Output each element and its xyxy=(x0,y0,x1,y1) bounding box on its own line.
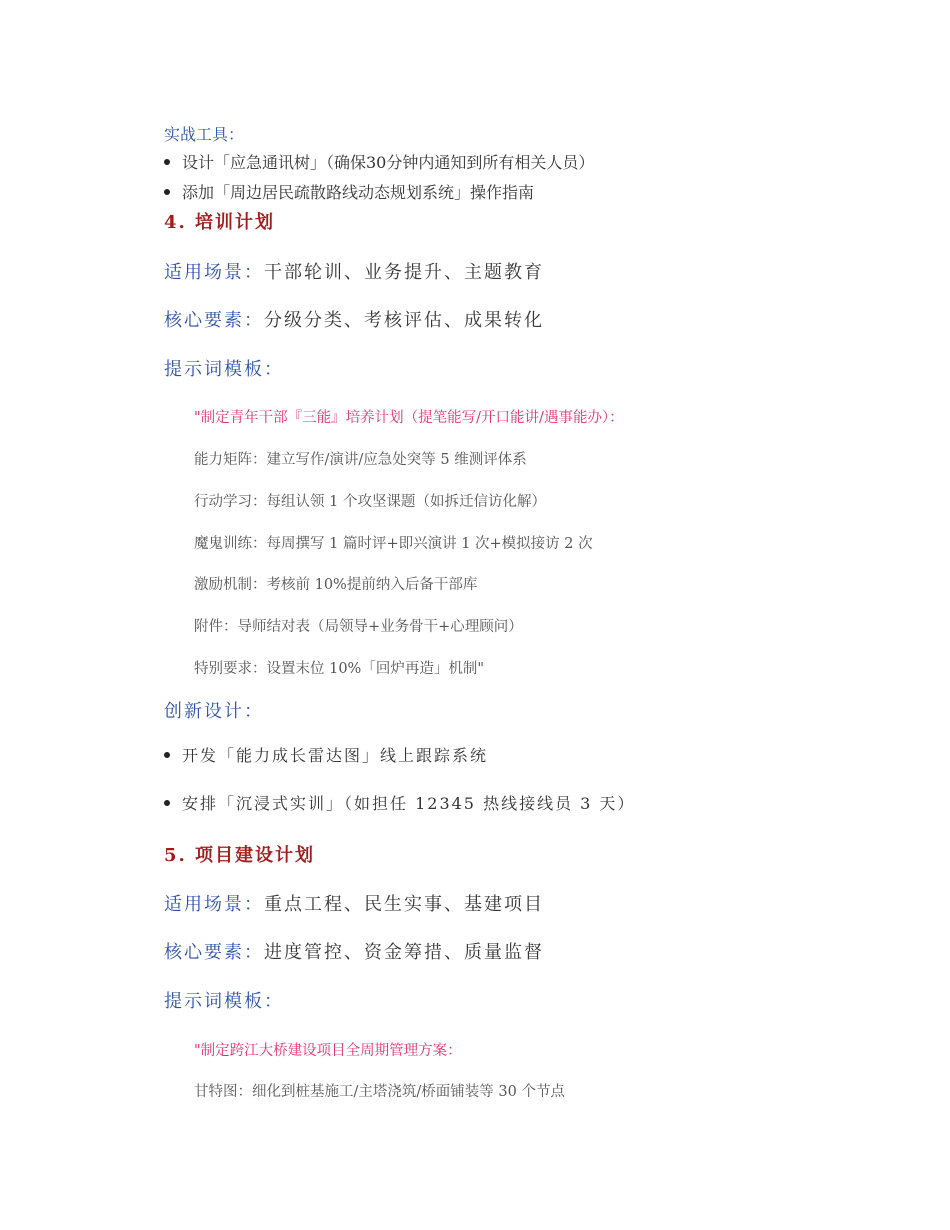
scene-value: 重点工程、民生实事、基建项目 xyxy=(264,894,544,915)
template-line: 甘特图：细化到桩基施工/主塔浇筑/桥面铺装等 30 个节点 xyxy=(194,1084,565,1100)
section4-heading: 4. 培训计划 xyxy=(164,212,276,233)
tools-label: 实战工具： xyxy=(164,125,245,144)
section5-scene-row xyxy=(164,890,544,916)
bullet-icon xyxy=(164,800,170,806)
template-line: 激励机制：考核前 10%提前纳入后备干部库 xyxy=(194,577,478,593)
template-line: 魔鬼训练：每周撰写 1 篇时评+即兴演讲 1 次+模拟接访 2 次 xyxy=(194,536,593,552)
core-value: 进度管控、资金筹措、质量监督 xyxy=(264,942,544,963)
innovation-bullet-2: 安排「沉浸式实训」（如担任 12345 热线接线员 3 天） xyxy=(182,794,636,813)
core-value: 分级分类、考核评估、成果转化 xyxy=(264,310,544,331)
scene-label: 适用场景： xyxy=(164,894,264,915)
innovation-label: 创新设计： xyxy=(164,701,264,722)
list-item xyxy=(164,743,488,766)
scene-label: 适用场景： xyxy=(164,262,264,283)
template-line: 行动学习：每组认领 1 个攻坚课题（如拆迁信访化解） xyxy=(194,494,546,510)
section4-scene-row xyxy=(164,258,544,284)
template-line: "制定跨江大桥建设项目全周期管理方案： xyxy=(194,1043,462,1059)
section4-core-row xyxy=(164,306,544,332)
bullet-icon xyxy=(164,159,170,165)
section5-heading: 5. 项目建设计划 xyxy=(164,845,316,866)
list-item xyxy=(164,150,594,173)
core-label: 核心要素： xyxy=(164,310,264,331)
template-line: 特别要求：设置末位 10%「回炉再造」机制" xyxy=(194,661,485,677)
section5-template-label: 提示词模板： xyxy=(164,991,284,1012)
scene-value: 干部轮训、业务提升、主题教育 xyxy=(264,262,544,283)
bullet-icon xyxy=(164,189,170,195)
list-item xyxy=(164,791,635,814)
list-item xyxy=(164,180,534,203)
bullet-icon xyxy=(164,752,170,758)
innovation-bullet-1: 开发「能力成长雷达图」线上跟踪系统 xyxy=(182,746,489,765)
section4-template-label: 提示词模板： xyxy=(164,359,284,380)
template-line: 附件：导师结对表（局领导+业务骨干+心理顾问） xyxy=(194,619,523,635)
section5-core-row xyxy=(164,938,544,964)
tools-bullet-1: 设计「应急通讯树」（确保30分钟内通知到所有相关人员） xyxy=(182,153,595,172)
template-line: 能力矩阵：建立写作/演讲/应急处突等 5 维测评体系 xyxy=(194,452,527,468)
core-label: 核心要素： xyxy=(164,942,264,963)
template-line: "制定青年干部『三能』培养计划（提笔能写/开口能讲/遇事能办）： xyxy=(194,410,624,426)
tools-bullet-2: 添加「周边居民疏散路线动态规划系统」操作指南 xyxy=(182,183,535,202)
